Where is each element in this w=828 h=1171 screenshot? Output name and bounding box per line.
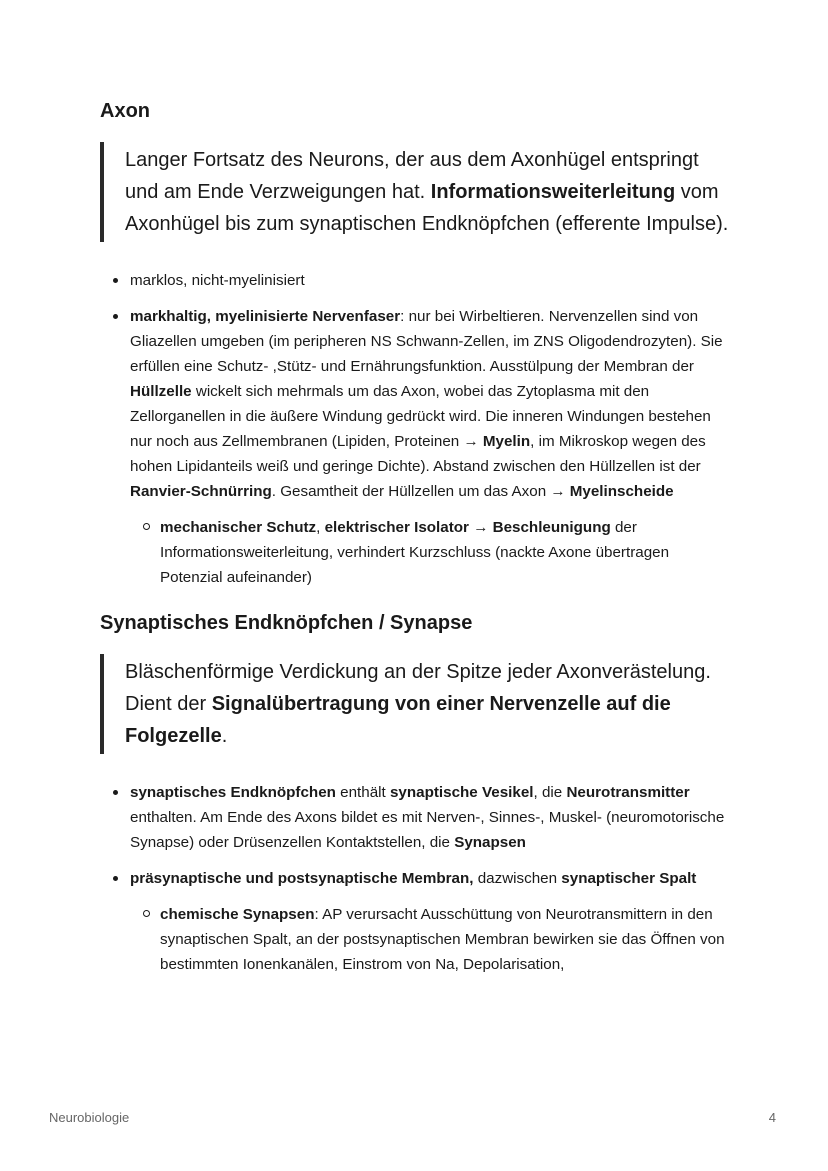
quote-bold: Informationsweiterleitung: [430, 181, 676, 203]
list-item-text: , die: [533, 784, 567, 801]
list-item-text: : AP verursacht Ausschüttung von Neurotransmittern in den synaptischen Spalt, an der postsynaptischen Membran bewirken sie das Öffnen von bestimmten Ionenkanälen, Einstrom von Na, Depolarisation,: [160, 906, 725, 973]
bold-text: Beschleunigung: [492, 519, 611, 536]
sub-list-item: [130, 902, 730, 977]
bold-text: synaptischer Spalt: [561, 870, 697, 887]
bold-text: elektrischer Isolator: [324, 519, 469, 536]
list-item-text: →: [468, 519, 493, 536]
list-item-text: wickelt sich mehrmals um das Axon, wobei das Zytoplasma mit den Zellorganellen in die äußere Windung gedrückt wird. Die inneren Windungen bestehen nur noch aus Zellmembranen (Lipiden, Proteinen →: [130, 383, 711, 450]
axon-sub-list: [130, 515, 730, 590]
heading-axon: Axon: [100, 100, 150, 122]
bold-text: Myelin: [482, 433, 531, 450]
list-item-text: der Informationsweiterleitung, verhindert Kurzschluss (nackte Axone übertragen Potenzial aufeinander): [160, 519, 670, 586]
heading-synapse: Synaptisches Endknöpfchen / Synapse: [100, 612, 473, 634]
sub-list-item: [130, 515, 730, 590]
list-item: [100, 780, 730, 855]
bold-text: Hüllzelle: [130, 383, 192, 400]
list-item: [100, 304, 730, 590]
bold-text: synaptische Vesikel: [389, 784, 534, 801]
bold-text: chemische Synapsen: [160, 906, 315, 923]
list-item-text: enthalten. Am Ende des Axons bildet es mit Nerven-, Sinnes-, Muskel- (neuromotorische Synapse) oder Drüsenzellen Kontaktstellen, die: [130, 809, 725, 851]
list-item-text: . Gesamtheit der Hüllzellen um das Axon →: [271, 483, 570, 500]
quote-text: .: [221, 725, 228, 747]
list-item-text: , im Mikroskop wegen des hohen Lipidanteils weiß und geringe Dichte). Abstand zwischen den Hüllzellen ist der: [130, 433, 706, 475]
quote-text: vom Axonhügel bis zum synaptischen Endknöpfchen (efferente Impulse).: [125, 181, 729, 235]
quote-bold: Signalübertragung von einer Nervenzelle auf die Folgezelle: [125, 693, 671, 747]
quote-text: Langer Fortsatz des Neurons, der aus dem Axonhügel entspringt und am Ende Verzweigungen hat.: [125, 149, 699, 203]
document-page: [100, 96, 730, 988]
bold-text: markhaltig, myelinisierte Nervenfaser: [130, 308, 401, 325]
footer-title: Neurobiologie: [49, 1110, 130, 1125]
bold-text: Synapsen: [454, 834, 526, 851]
list-item-text: dazwischen: [473, 870, 562, 887]
page-number: 4: [768, 1110, 776, 1125]
list-item-text: marklos, nicht-myelinisiert: [130, 272, 305, 289]
list-item-text: enthält: [335, 784, 390, 801]
list-item-text: ,: [316, 519, 325, 536]
synapse-bullet-list: [100, 780, 730, 977]
synapse-sub-list: [130, 902, 730, 977]
axon-bullet-list: [100, 268, 730, 590]
list-item-text: : nur bei Wirbeltieren. Nervenzellen sind von Gliazellen umgeben (im peripheren NS Schwann-Zellen, im ZNS Oligodendrozyten). Sie erfüllen eine Schutz- ,Stütz- und Ernährungsfunktion. Ausstülpung der Membran der: [130, 308, 723, 375]
bold-text: mechanischer Schutz: [160, 519, 317, 536]
bold-text: Neurotransmitter: [566, 784, 690, 801]
quote-synapse: [100, 654, 730, 754]
quote-text: Bläschenförmige Verdickung an der Spitze jeder Axonverästelung. Dient der: [125, 661, 711, 715]
bold-text: Ranvier-Schnürring: [130, 483, 272, 500]
list-item: [100, 268, 730, 293]
quote-axon: [100, 142, 730, 242]
bold-text: Myelinscheide: [569, 483, 674, 500]
bold-text: synaptisches Endknöpfchen: [130, 784, 336, 801]
bold-text: präsynaptische und postsynaptische Membran,: [130, 870, 474, 887]
list-item: [100, 866, 730, 977]
